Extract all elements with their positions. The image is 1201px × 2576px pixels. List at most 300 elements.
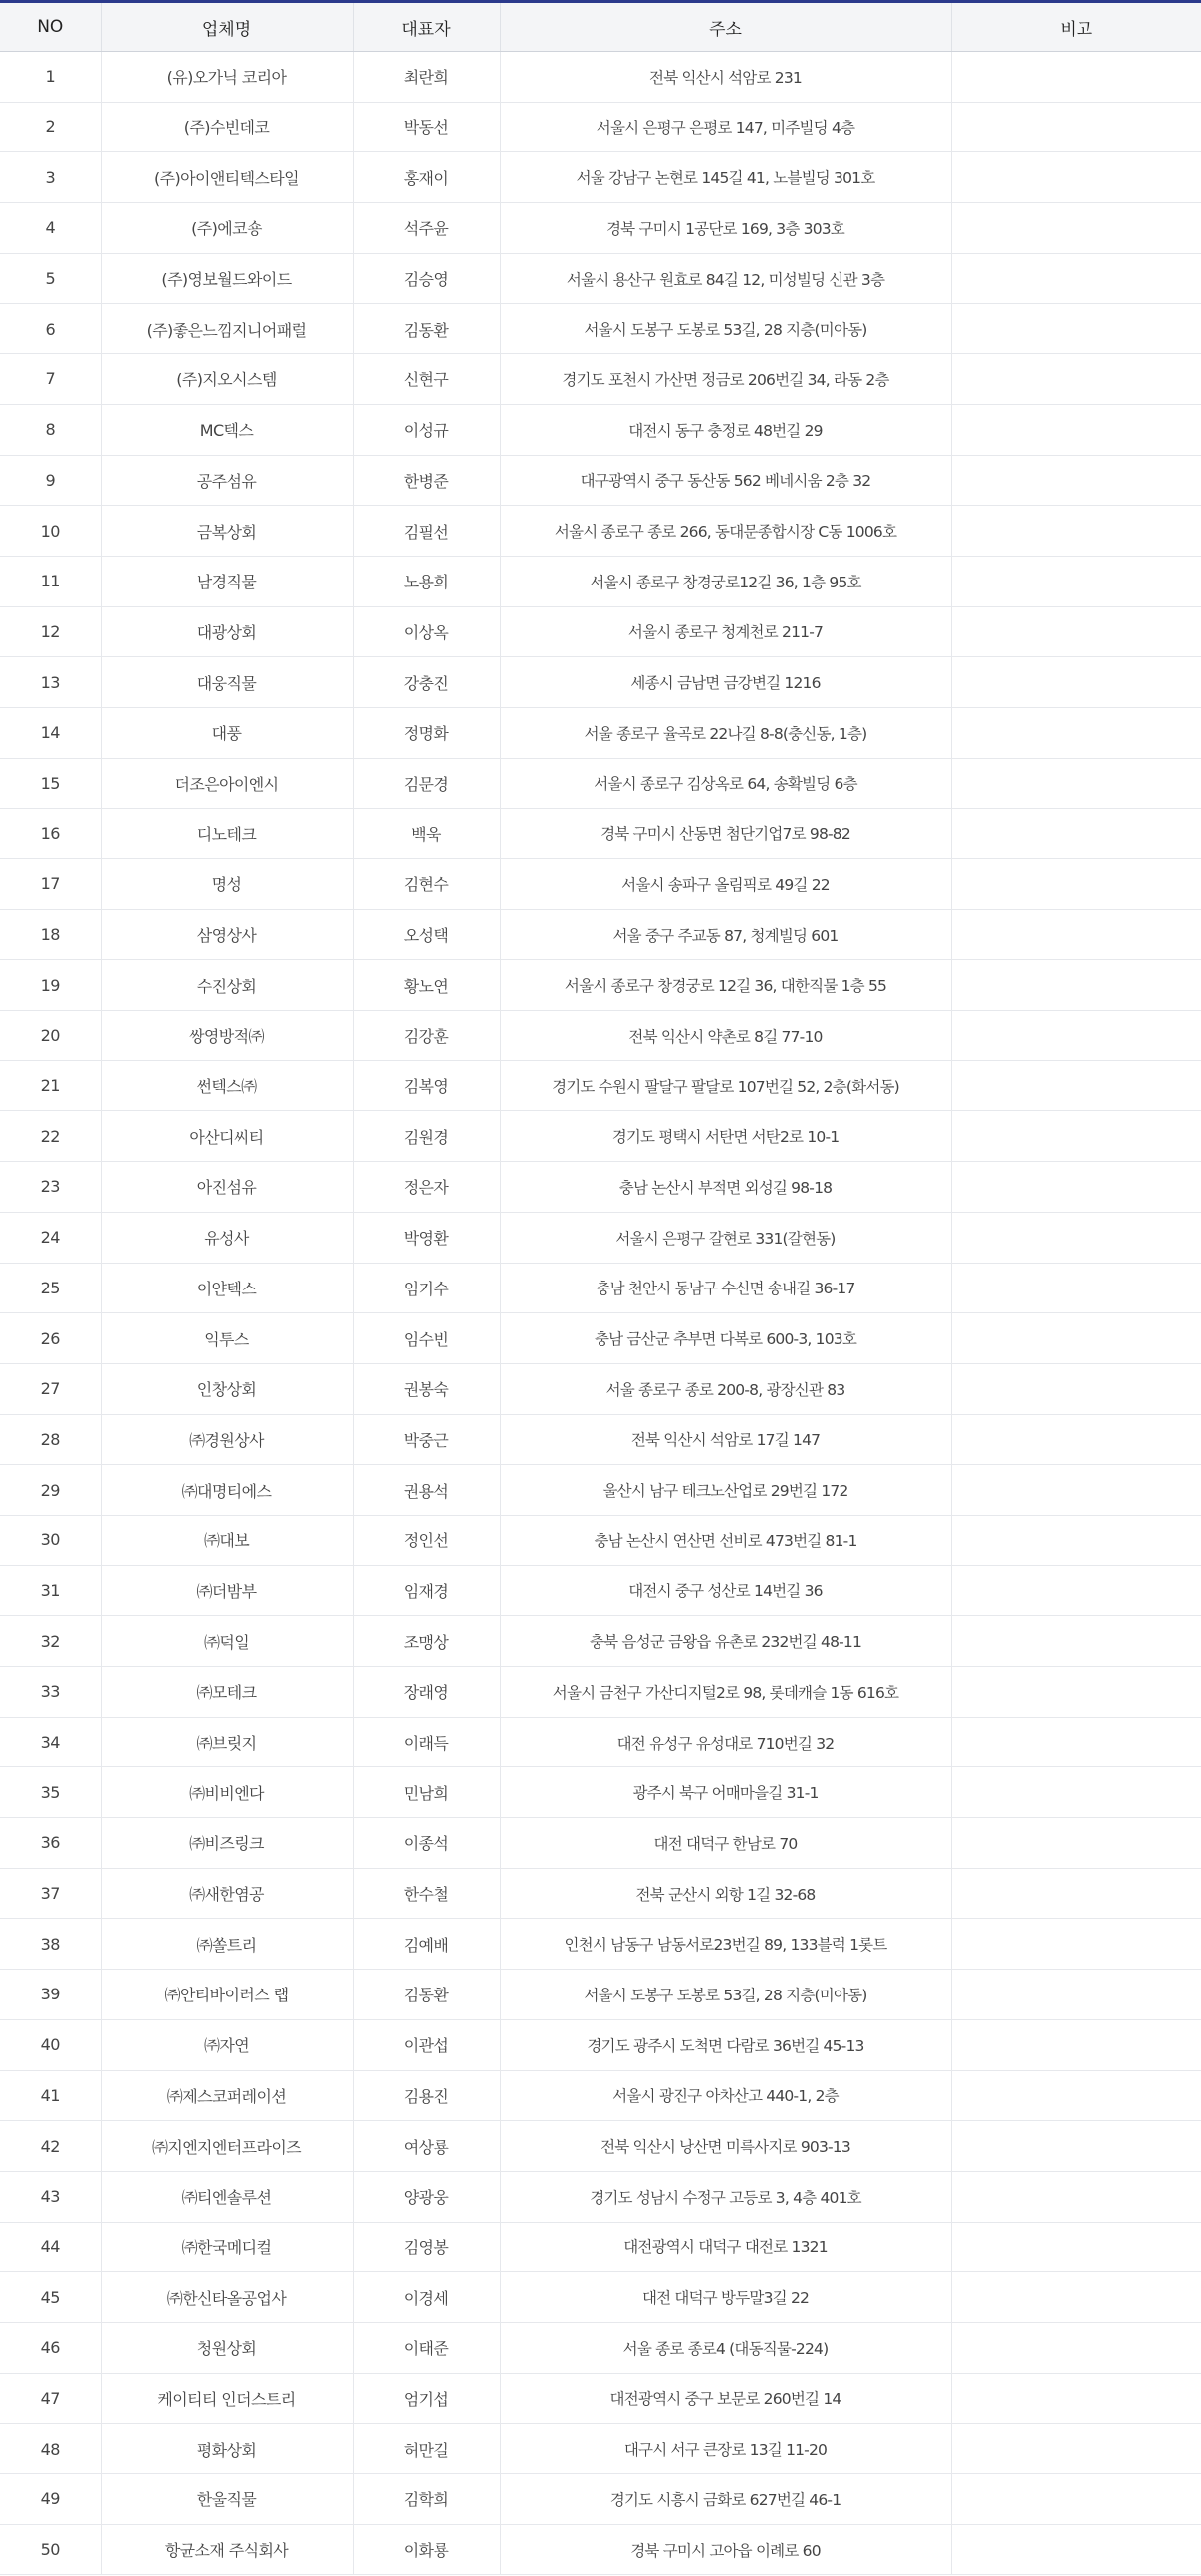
cell-representative: 민남희 xyxy=(353,1767,500,1818)
cell-note xyxy=(951,203,1201,254)
table-row xyxy=(0,1011,1201,1061)
cell-no: 44 xyxy=(0,2222,101,2272)
cell-company-name: ㈜비비엔다 xyxy=(101,1767,353,1818)
cell-company-name: 디노테크 xyxy=(101,809,353,859)
cell-no: 24 xyxy=(0,1212,101,1263)
cell-note xyxy=(951,455,1201,506)
cell-no: 38 xyxy=(0,1919,101,1970)
company-table xyxy=(0,3,1201,2575)
table-row xyxy=(0,2019,1201,2070)
cell-no: 35 xyxy=(0,1767,101,1818)
cell-no: 34 xyxy=(0,1717,101,1767)
cell-note xyxy=(951,2222,1201,2272)
cell-representative: 한수철 xyxy=(353,1868,500,1919)
cell-note xyxy=(951,253,1201,304)
cell-representative: 김예배 xyxy=(353,1919,500,1970)
cell-company-name: 남경직물 xyxy=(101,556,353,606)
table-row xyxy=(0,1162,1201,1213)
cell-address: 대전 대덕구 방두말3길 22 xyxy=(500,2272,951,2323)
cell-representative: 엄기섭 xyxy=(353,2373,500,2424)
table-row xyxy=(0,1060,1201,1111)
cell-address: 대전광역시 대덕구 대전로 1321 xyxy=(500,2222,951,2272)
cell-address: 서울시 금천구 가산디지털2로 98, 롯데캐슬 1동 616호 xyxy=(500,1667,951,1718)
cell-representative: 정은자 xyxy=(353,1162,500,1213)
table-row xyxy=(0,253,1201,304)
table-row xyxy=(0,203,1201,254)
cell-no: 5 xyxy=(0,253,101,304)
cell-company-name: 수진상회 xyxy=(101,960,353,1011)
header-address: 주소 xyxy=(500,3,951,52)
table-row xyxy=(0,960,1201,1011)
table-row xyxy=(0,1970,1201,2020)
cell-company-name: 아산디씨티 xyxy=(101,1111,353,1162)
cell-note xyxy=(951,506,1201,557)
cell-no: 6 xyxy=(0,304,101,354)
cell-address: 대구광역시 중구 동산동 562 베네시움 2층 32 xyxy=(500,455,951,506)
table-row xyxy=(0,1919,1201,1970)
cell-representative: 이화룡 xyxy=(353,2524,500,2575)
cell-representative: 임재경 xyxy=(353,1565,500,1616)
cell-company-name: ㈜한국메디컬 xyxy=(101,2222,353,2272)
cell-address: 경북 구미시 고아읍 이례로 60 xyxy=(500,2524,951,2575)
cell-representative: 김영봉 xyxy=(353,2222,500,2272)
cell-note xyxy=(951,606,1201,657)
cell-address: 전북 익산시 낭산면 미륵사지로 903-13 xyxy=(500,2121,951,2172)
cell-note xyxy=(951,2524,1201,2575)
cell-representative: 김동환 xyxy=(353,1970,500,2020)
cell-address: 서울시 도봉구 도봉로 53길, 28 지층(미아동) xyxy=(500,1970,951,2020)
cell-company-name: ㈜자연 xyxy=(101,2019,353,2070)
cell-company-name: 한울직물 xyxy=(101,2474,353,2525)
cell-address: 대전 유성구 유성대로 710번길 32 xyxy=(500,1717,951,1767)
cell-no: 45 xyxy=(0,2272,101,2323)
cell-representative: 이종석 xyxy=(353,1818,500,1869)
cell-address: 경기도 포천시 가산면 정금로 206번길 34, 라동 2층 xyxy=(500,354,951,405)
cell-note xyxy=(951,1616,1201,1667)
cell-no: 37 xyxy=(0,1868,101,1919)
cell-company-name: (주)아이앤티텍스타일 xyxy=(101,152,353,203)
table-row xyxy=(0,859,1201,910)
cell-representative: 김용진 xyxy=(353,2070,500,2121)
cell-address: 서울시 도봉구 도봉로 53길, 28 지층(미아동) xyxy=(500,304,951,354)
cell-company-name: ㈜비즈링크 xyxy=(101,1818,353,1869)
cell-note xyxy=(951,1363,1201,1414)
cell-company-name: ㈜지엔지엔터프라이즈 xyxy=(101,2121,353,2172)
cell-company-name: (유)오가닉 코리아 xyxy=(101,52,353,103)
table-row xyxy=(0,354,1201,405)
cell-address: 대전시 중구 성산로 14번길 36 xyxy=(500,1565,951,1616)
cell-company-name: ㈜새한염공 xyxy=(101,1868,353,1919)
cell-representative: 황노연 xyxy=(353,960,500,1011)
cell-note xyxy=(951,1111,1201,1162)
cell-company-name: 썬텍스㈜ xyxy=(101,1060,353,1111)
cell-note xyxy=(951,1263,1201,1313)
table-row xyxy=(0,909,1201,960)
cell-no: 16 xyxy=(0,809,101,859)
cell-representative: 조맹상 xyxy=(353,1616,500,1667)
cell-no: 7 xyxy=(0,354,101,405)
cell-representative: 이래득 xyxy=(353,1717,500,1767)
cell-note xyxy=(951,1212,1201,1263)
cell-note xyxy=(951,1313,1201,1364)
cell-company-name: ㈜쏠트리 xyxy=(101,1919,353,1970)
cell-representative: 김복영 xyxy=(353,1060,500,1111)
cell-note xyxy=(951,304,1201,354)
cell-address: 서울시 광진구 아차산고 440-1, 2층 xyxy=(500,2070,951,2121)
cell-representative: 정명화 xyxy=(353,707,500,758)
cell-representative: 박영환 xyxy=(353,1212,500,1263)
cell-no: 46 xyxy=(0,2322,101,2373)
cell-note xyxy=(951,1414,1201,1465)
cell-address: 서울 중구 주교동 87, 청계빌딩 601 xyxy=(500,909,951,960)
cell-company-name: 항균소재 주식회사 xyxy=(101,2524,353,2575)
cell-company-name: 금복상회 xyxy=(101,506,353,557)
cell-address: 세종시 금남면 금강변길 1216 xyxy=(500,657,951,708)
cell-note xyxy=(951,404,1201,455)
cell-company-name: ㈜안티바이러스 랩 xyxy=(101,1970,353,2020)
table-row xyxy=(0,556,1201,606)
cell-no: 15 xyxy=(0,758,101,809)
cell-address: 충남 논산시 부적면 외성길 98-18 xyxy=(500,1162,951,1213)
table-row xyxy=(0,2070,1201,2121)
cell-representative: 김강훈 xyxy=(353,1011,500,1061)
cell-representative: 백욱 xyxy=(353,809,500,859)
cell-note xyxy=(951,707,1201,758)
table-row xyxy=(0,404,1201,455)
cell-company-name: 유성사 xyxy=(101,1212,353,1263)
cell-no: 18 xyxy=(0,909,101,960)
cell-no: 2 xyxy=(0,102,101,152)
cell-address: 서울 강남구 논현로 145길 41, 노블빌딩 301호 xyxy=(500,152,951,203)
cell-representative: 박중근 xyxy=(353,1414,500,1465)
cell-address: 서울시 용산구 원효로 84길 12, 미성빌딩 신관 3층 xyxy=(500,253,951,304)
table-row xyxy=(0,2424,1201,2474)
cell-address: 충남 논산시 연산면 선비로 473번길 81-1 xyxy=(500,1515,951,1565)
cell-company-name: 대풍 xyxy=(101,707,353,758)
cell-representative: 양광웅 xyxy=(353,2171,500,2222)
cell-company-name: 익투스 xyxy=(101,1313,353,1364)
table-row xyxy=(0,758,1201,809)
cell-company-name: 삼영상사 xyxy=(101,909,353,960)
cell-note xyxy=(951,1667,1201,1718)
cell-representative: 이관섭 xyxy=(353,2019,500,2070)
cell-note xyxy=(951,1717,1201,1767)
cell-representative: 이상옥 xyxy=(353,606,500,657)
cell-representative: 김학희 xyxy=(353,2474,500,2525)
cell-address: 서울 종로 종로4 (대동직물-224) xyxy=(500,2322,951,2373)
cell-note xyxy=(951,2019,1201,2070)
cell-no: 33 xyxy=(0,1667,101,1718)
cell-note xyxy=(951,2121,1201,2172)
cell-representative: 최란희 xyxy=(353,52,500,103)
cell-company-name: ㈜티엔솔루션 xyxy=(101,2171,353,2222)
cell-no: 19 xyxy=(0,960,101,1011)
table-row xyxy=(0,1363,1201,1414)
cell-address: 경기도 광주시 도척면 다람로 36번길 45-13 xyxy=(500,2019,951,2070)
cell-note xyxy=(951,1767,1201,1818)
table-row xyxy=(0,2121,1201,2172)
cell-company-name: ㈜브릿지 xyxy=(101,1717,353,1767)
table-row xyxy=(0,2474,1201,2525)
table-row xyxy=(0,152,1201,203)
cell-no: 17 xyxy=(0,859,101,910)
cell-no: 31 xyxy=(0,1565,101,1616)
cell-address: 대구시 서구 큰장로 13길 11-20 xyxy=(500,2424,951,2474)
cell-company-name: MC텍스 xyxy=(101,404,353,455)
cell-address: 서울시 송파구 올림픽로 49길 22 xyxy=(500,859,951,910)
cell-no: 49 xyxy=(0,2474,101,2525)
cell-address: 인천시 남동구 남동서로23번길 89, 133블럭 1롯트 xyxy=(500,1919,951,1970)
cell-no: 1 xyxy=(0,52,101,103)
cell-address: 서울시 종로구 김상옥로 64, 송확빌딩 6층 xyxy=(500,758,951,809)
cell-address: 충남 금산군 추부면 다복로 600-3, 103호 xyxy=(500,1313,951,1364)
table-row xyxy=(0,1313,1201,1364)
cell-no: 25 xyxy=(0,1263,101,1313)
cell-note xyxy=(951,1919,1201,1970)
cell-representative: 홍재이 xyxy=(353,152,500,203)
table-row xyxy=(0,52,1201,103)
cell-note xyxy=(951,1970,1201,2020)
cell-company-name: ㈜제스코퍼레이션 xyxy=(101,2070,353,2121)
cell-company-name: 대광상회 xyxy=(101,606,353,657)
table-row xyxy=(0,2373,1201,2424)
cell-address: 서울시 은평구 갈현로 331(갈현동) xyxy=(500,1212,951,1263)
table-row xyxy=(0,809,1201,859)
cell-address: 광주시 북구 어매마을길 31-1 xyxy=(500,1767,951,1818)
cell-representative: 이성규 xyxy=(353,404,500,455)
cell-representative: 신현구 xyxy=(353,354,500,405)
cell-address: 전북 익산시 석암로 231 xyxy=(500,52,951,103)
table-row xyxy=(0,1212,1201,1263)
cell-company-name: 공주섬유 xyxy=(101,455,353,506)
table-row xyxy=(0,1414,1201,1465)
cell-no: 13 xyxy=(0,657,101,708)
table-row xyxy=(0,455,1201,506)
cell-note xyxy=(951,2322,1201,2373)
cell-no: 42 xyxy=(0,2121,101,2172)
cell-note xyxy=(951,1515,1201,1565)
cell-no: 3 xyxy=(0,152,101,203)
cell-company-name: ㈜경원상사 xyxy=(101,1414,353,1465)
cell-representative: 강충진 xyxy=(353,657,500,708)
cell-address: 울산시 남구 테크노산업로 29번길 172 xyxy=(500,1465,951,1516)
cell-representative: 이태준 xyxy=(353,2322,500,2373)
table-row xyxy=(0,304,1201,354)
cell-no: 8 xyxy=(0,404,101,455)
header-representative: 대표자 xyxy=(353,3,500,52)
cell-note xyxy=(951,2373,1201,2424)
table-row xyxy=(0,707,1201,758)
cell-no: 30 xyxy=(0,1515,101,1565)
cell-company-name: 쌍영방적㈜ xyxy=(101,1011,353,1061)
cell-address: 충북 음성군 금왕읍 유촌로 232번길 48-11 xyxy=(500,1616,951,1667)
cell-company-name: ㈜대명티에스 xyxy=(101,1465,353,1516)
cell-note xyxy=(951,758,1201,809)
cell-representative: 김동환 xyxy=(353,304,500,354)
cell-company-name: 더조은아이엔시 xyxy=(101,758,353,809)
cell-no: 14 xyxy=(0,707,101,758)
cell-no: 43 xyxy=(0,2171,101,2222)
cell-representative: 김현수 xyxy=(353,859,500,910)
table-row xyxy=(0,506,1201,557)
table-body xyxy=(0,52,1201,2575)
cell-address: 경북 구미시 1공단로 169, 3층 303호 xyxy=(500,203,951,254)
cell-company-name: ㈜한신타올공업사 xyxy=(101,2272,353,2323)
cell-company-name: (주)좋은느낌지니어패럴 xyxy=(101,304,353,354)
cell-no: 11 xyxy=(0,556,101,606)
cell-no: 12 xyxy=(0,606,101,657)
cell-representative: 노용희 xyxy=(353,556,500,606)
cell-company-name: (주)지오시스템 xyxy=(101,354,353,405)
cell-representative: 김원경 xyxy=(353,1111,500,1162)
header-company-name: 업체명 xyxy=(101,3,353,52)
cell-address: 경북 구미시 산동면 첨단기업7로 98-82 xyxy=(500,809,951,859)
cell-no: 23 xyxy=(0,1162,101,1213)
cell-no: 48 xyxy=(0,2424,101,2474)
cell-representative: 장래영 xyxy=(353,1667,500,1718)
cell-note xyxy=(951,1162,1201,1213)
cell-note xyxy=(951,1060,1201,1111)
header-note: 비고 xyxy=(951,3,1201,52)
cell-representative: 권용석 xyxy=(353,1465,500,1516)
cell-address: 전북 익산시 약촌로 8길 77-10 xyxy=(500,1011,951,1061)
cell-note xyxy=(951,1011,1201,1061)
table-row xyxy=(0,1111,1201,1162)
cell-note xyxy=(951,2070,1201,2121)
cell-note xyxy=(951,809,1201,859)
cell-representative: 박동선 xyxy=(353,102,500,152)
cell-company-name: ㈜덕일 xyxy=(101,1616,353,1667)
cell-note xyxy=(951,102,1201,152)
cell-company-name: ㈜모테크 xyxy=(101,1667,353,1718)
cell-representative: 이경세 xyxy=(353,2272,500,2323)
cell-address: 서울시 종로구 창경궁로 12길 36, 대한직물 1층 55 xyxy=(500,960,951,1011)
cell-address: 전북 익산시 석암로 17길 147 xyxy=(500,1414,951,1465)
cell-address: 대전 대덕구 한남로 70 xyxy=(500,1818,951,1869)
cell-company-name: 대웅직물 xyxy=(101,657,353,708)
cell-company-name: 명성 xyxy=(101,859,353,910)
cell-note xyxy=(951,2424,1201,2474)
table-row xyxy=(0,1565,1201,1616)
cell-note xyxy=(951,2171,1201,2222)
cell-no: 9 xyxy=(0,455,101,506)
cell-address: 전북 군산시 외항 1길 32-68 xyxy=(500,1868,951,1919)
cell-no: 26 xyxy=(0,1313,101,1364)
table-row xyxy=(0,606,1201,657)
table-row xyxy=(0,2222,1201,2272)
cell-no: 32 xyxy=(0,1616,101,1667)
cell-address: 경기도 평택시 서탄면 서탄2로 10-1 xyxy=(500,1111,951,1162)
cell-address: 서울시 종로구 종로 266, 동대문종합시장 C동 1006호 xyxy=(500,506,951,557)
table-row xyxy=(0,2272,1201,2323)
table-row xyxy=(0,2171,1201,2222)
cell-no: 50 xyxy=(0,2524,101,2575)
cell-address: 서울시 종로구 창경궁로12길 36, 1층 95호 xyxy=(500,556,951,606)
cell-address: 서울 종로구 율곡로 22나길 8-8(충신동, 1층) xyxy=(500,707,951,758)
cell-representative: 정인선 xyxy=(353,1515,500,1565)
cell-representative: 임수빈 xyxy=(353,1313,500,1364)
cell-representative: 석주윤 xyxy=(353,203,500,254)
table-row xyxy=(0,1515,1201,1565)
table-row xyxy=(0,1717,1201,1767)
cell-company-name: (주)영보월드와이드 xyxy=(101,253,353,304)
cell-address: 경기도 수원시 팔달구 팔달로 107번길 52, 2층(화서동) xyxy=(500,1060,951,1111)
cell-representative: 허만길 xyxy=(353,2424,500,2474)
cell-company-name: ㈜더밤부 xyxy=(101,1565,353,1616)
cell-address: 경기도 성남시 수정구 고등로 3, 4층 401호 xyxy=(500,2171,951,2222)
header-no: NO xyxy=(0,3,101,52)
cell-no: 39 xyxy=(0,1970,101,2020)
table-row xyxy=(0,2524,1201,2575)
cell-note xyxy=(951,657,1201,708)
table-row xyxy=(0,1767,1201,1818)
cell-note xyxy=(951,152,1201,203)
cell-company-name: 케이티티 인더스트리 xyxy=(101,2373,353,2424)
cell-note xyxy=(951,556,1201,606)
cell-no: 4 xyxy=(0,203,101,254)
cell-representative: 임기수 xyxy=(353,1263,500,1313)
cell-representative: 오성택 xyxy=(353,909,500,960)
cell-address: 서울시 종로구 청계천로 211-7 xyxy=(500,606,951,657)
cell-company-name: 평화상회 xyxy=(101,2424,353,2474)
table-row xyxy=(0,102,1201,152)
table-row xyxy=(0,1818,1201,1869)
cell-company-name: 인창상회 xyxy=(101,1363,353,1414)
cell-address: 경기도 시흥시 금화로 627번길 46-1 xyxy=(500,2474,951,2525)
cell-note xyxy=(951,1868,1201,1919)
cell-no: 29 xyxy=(0,1465,101,1516)
cell-no: 22 xyxy=(0,1111,101,1162)
cell-no: 20 xyxy=(0,1011,101,1061)
table-row xyxy=(0,1465,1201,1516)
cell-note xyxy=(951,2474,1201,2525)
cell-company-name: (주)수빈데코 xyxy=(101,102,353,152)
cell-address: 대전광역시 중구 보문로 260번길 14 xyxy=(500,2373,951,2424)
table-row xyxy=(0,1868,1201,1919)
cell-no: 28 xyxy=(0,1414,101,1465)
cell-address: 서울 종로구 종로 200-8, 광장신관 83 xyxy=(500,1363,951,1414)
cell-company-name: (주)에코숑 xyxy=(101,203,353,254)
cell-representative: 김필선 xyxy=(353,506,500,557)
cell-address: 서울시 은평구 은평로 147, 미주빌딩 4층 xyxy=(500,102,951,152)
table-row xyxy=(0,1667,1201,1718)
cell-note xyxy=(951,1565,1201,1616)
cell-representative: 여상룡 xyxy=(353,2121,500,2172)
cell-note xyxy=(951,2272,1201,2323)
cell-note xyxy=(951,1818,1201,1869)
cell-note xyxy=(951,909,1201,960)
cell-no: 27 xyxy=(0,1363,101,1414)
cell-company-name: 이얀텍스 xyxy=(101,1263,353,1313)
cell-no: 47 xyxy=(0,2373,101,2424)
cell-note xyxy=(951,1465,1201,1516)
cell-note xyxy=(951,859,1201,910)
cell-no: 41 xyxy=(0,2070,101,2121)
table-row xyxy=(0,657,1201,708)
table-row xyxy=(0,1616,1201,1667)
cell-company-name: 아진섬유 xyxy=(101,1162,353,1213)
cell-note xyxy=(951,354,1201,405)
cell-no: 36 xyxy=(0,1818,101,1869)
cell-address: 충남 천안시 동남구 수신면 송내길 36-17 xyxy=(500,1263,951,1313)
cell-representative: 권봉숙 xyxy=(353,1363,500,1414)
cell-representative: 한병준 xyxy=(353,455,500,506)
cell-note xyxy=(951,52,1201,103)
cell-company-name: 청원상회 xyxy=(101,2322,353,2373)
table-header-row xyxy=(0,3,1201,52)
cell-note xyxy=(951,960,1201,1011)
cell-representative: 김문경 xyxy=(353,758,500,809)
